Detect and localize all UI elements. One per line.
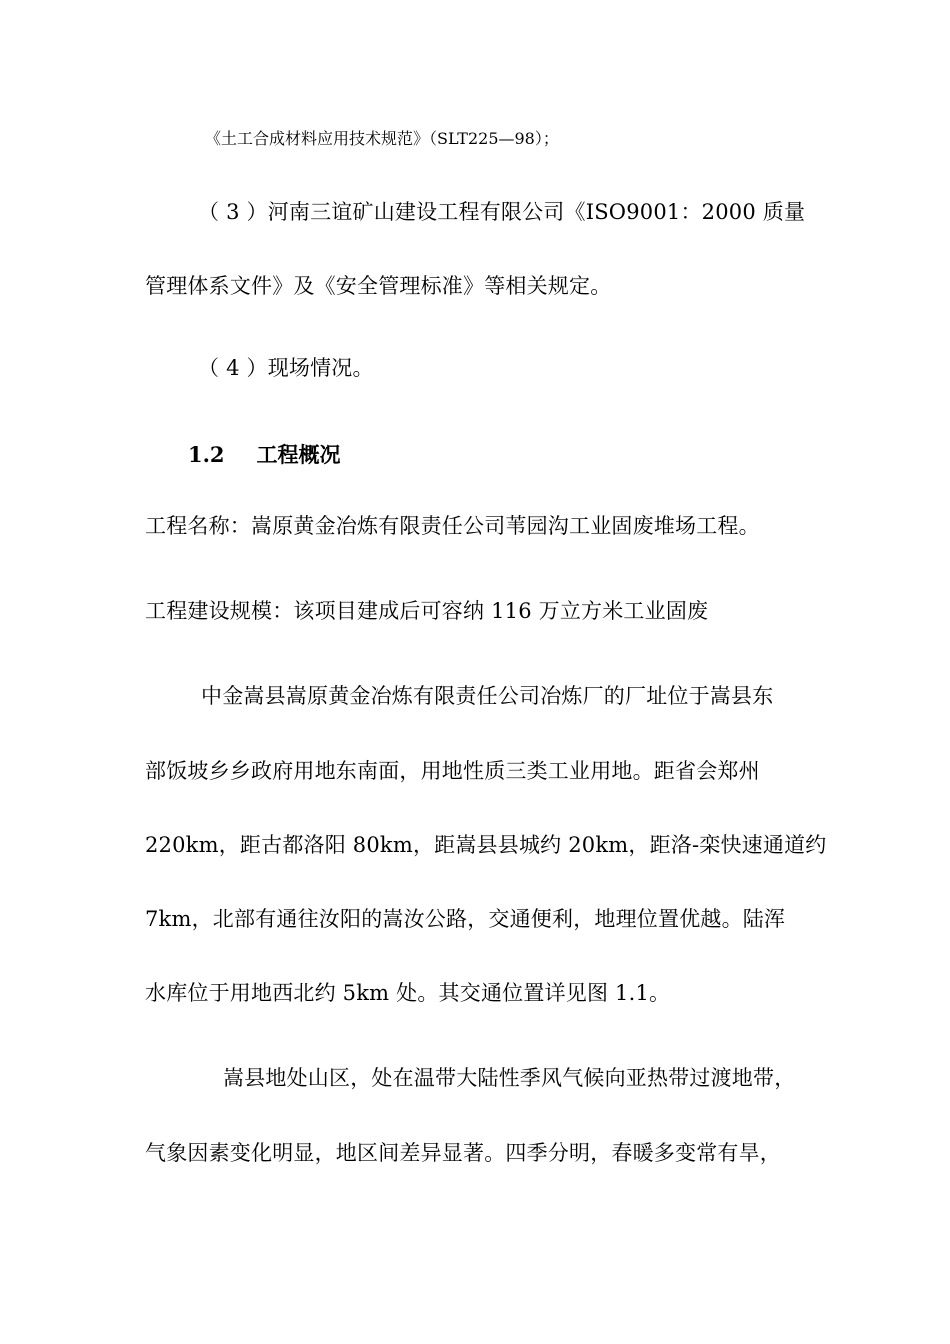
paragraph-2-line-1: 嵩县地处山区，处在温带大陆性季风气候向亚热带过渡地带，	[223, 1066, 796, 1090]
paragraph-1-line-3: 220km，距古都洛阳 80km，距嵩县县城约 20km，距洛-栾快速通道约	[145, 833, 827, 857]
section-heading	[188, 444, 341, 465]
paragraph-1-line-1: 中金嵩县嵩原黄金冶炼有限责任公司冶炼厂的厂址位于嵩县东	[201, 684, 774, 708]
section-number: 1.2	[188, 442, 225, 467]
project-scale: 工程建设规模：该项目建成后可容纳 116 万立方米工业固废	[145, 599, 709, 623]
paragraph-1-line-4: 7km，北部有通往汝阳的嵩汝公路，交通便利，地理位置优越。陆浑	[145, 907, 786, 931]
paragraph-1-line-5: 水库位于用地西北约 5km 处。其交通位置详见图 1.1。	[145, 981, 671, 1005]
standard-reference: 《土工合成材料应用技术规范》（SLT225—98）；	[205, 129, 559, 148]
list-item-3-line-2: 管理体系文件》及《安全管理标准》等相关规定。	[145, 274, 612, 298]
paragraph-2-line-2: 气象因素变化明显，地区间差异显著。四季分明，春暖多变常有旱，	[145, 1141, 781, 1165]
list-item-4: （ 4 ）现场情况。	[198, 356, 374, 380]
paragraph-1-line-2: 部饭坡乡乡政府用地东南面，用地性质三类工业用地。距省会郑州	[145, 759, 760, 783]
section-title: 工程概况	[256, 442, 341, 467]
project-name: 工程名称：嵩原黄金冶炼有限责任公司苇园沟工业固废堆场工程。	[145, 514, 760, 538]
list-item-3-line-1: （ 3 ）河南三谊矿山建设工程有限公司《ISO9001：2000 质量	[198, 200, 806, 224]
